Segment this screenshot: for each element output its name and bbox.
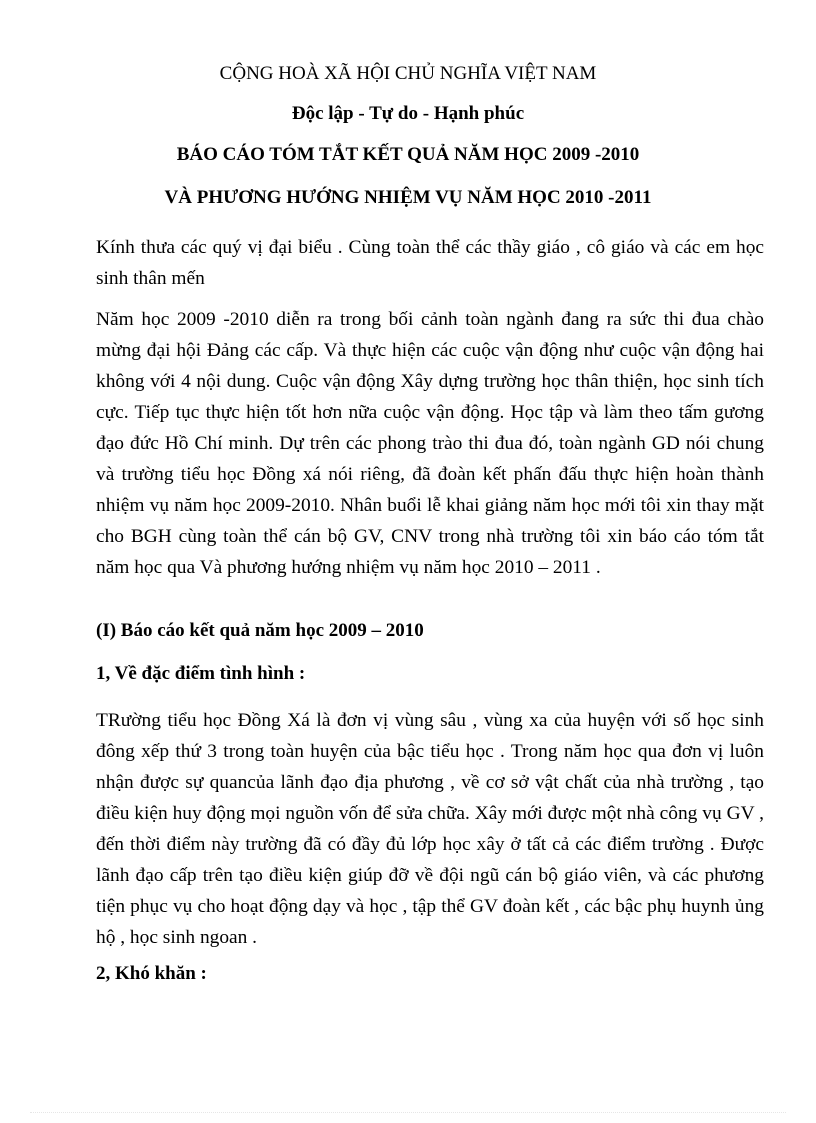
report-subtitle: VÀ PHƯƠNG HƯỚNG NHIỆM VỤ NĂM HỌC 2010 -2011: [164, 187, 652, 208]
section-results-heading: (I) Báo cáo kết quả năm học 2009 – 2010: [96, 620, 424, 641]
section-difficulties-heading: 2, Khó khăn :: [96, 963, 207, 984]
situation-paragraph: TRường tiểu học Đồng Xá là đơn vị vùng sâu , vùng xa của huyện với số học sinh đông xếp thứ 3 trong toàn huyện của bậc tiểu học . Trong năm học qua đơn vị luôn nhận được sự quancủa lãnh đạo địa phương , về cơ sở vật chất của nhà trường , tạo điều kiện huy động mọi nguồn vốn để sửa chữa. Xây mới được một nhà công vụ GV , đến thời điểm này trường đã có đầy đủ lớp học xây ở tất cả các điểm trường . Được lãnh đạo cấp trên tạo điều kiện giúp đỡ về đội ngũ cán bộ giáo viên, và các phương tiện phục vụ cho hoạt động dạy và học , tập thể GV đoàn kết , các bậc phụ huynh ủng hộ , học sinh ngoan .: [96, 710, 764, 948]
motto: Độc lập - Tự do - Hạnh phúc: [291, 103, 525, 124]
greeting-paragraph: Kính thưa các quý vị đại biểu . Cùng toàn thể các thầy giáo , cô giáo và các em học sinh thân mến: [96, 237, 764, 289]
page-bottom-divider: [30, 1112, 786, 1113]
intro-paragraph: Năm học 2009 -2010 diễn ra trong bối cảnh toàn ngành đang ra sức thi đua chào mừng đại hội Đảng các cấp. Và thực hiện các cuộc vận động như cuộc vận động hai không với 4 nội dung. Cuộc vận động Xây dựng trường học thân thiện, học sinh tích cực. Tiếp tục thực hiện tốt hơn nữa cuộc vận động. Học tập và làm theo tấm gương đạo đức Hồ Chí minh. Dự trên các phong trào thi đua đó, toàn ngành GD nói chung và trường tiểu học Đồng xá nói riêng, đã đoàn kết phấn đấu thực hiện hoàn thành nhiệm vụ năm học 2009-2010. Nhân buổi lễ khai giảng năm học mới tôi xin thay mặt cho BGH cùng toàn thể cán bộ GV, CNV trong nhà trường tôi xin báo cáo tóm tắt năm học qua Và phương hướng nhiệm vụ năm học 2010 – 2011 .: [96, 309, 764, 578]
report-title: BÁO CÁO TÓM TẮT KẾT QUẢ NĂM HỌC 2009 -2010: [176, 144, 640, 165]
nation-header: CỘNG HOÀ XÃ HỘI CHỦ NGHĨA VIỆT NAM: [219, 63, 597, 84]
section-situation-heading: 1, Về đặc điểm tình hình :: [96, 663, 306, 684]
